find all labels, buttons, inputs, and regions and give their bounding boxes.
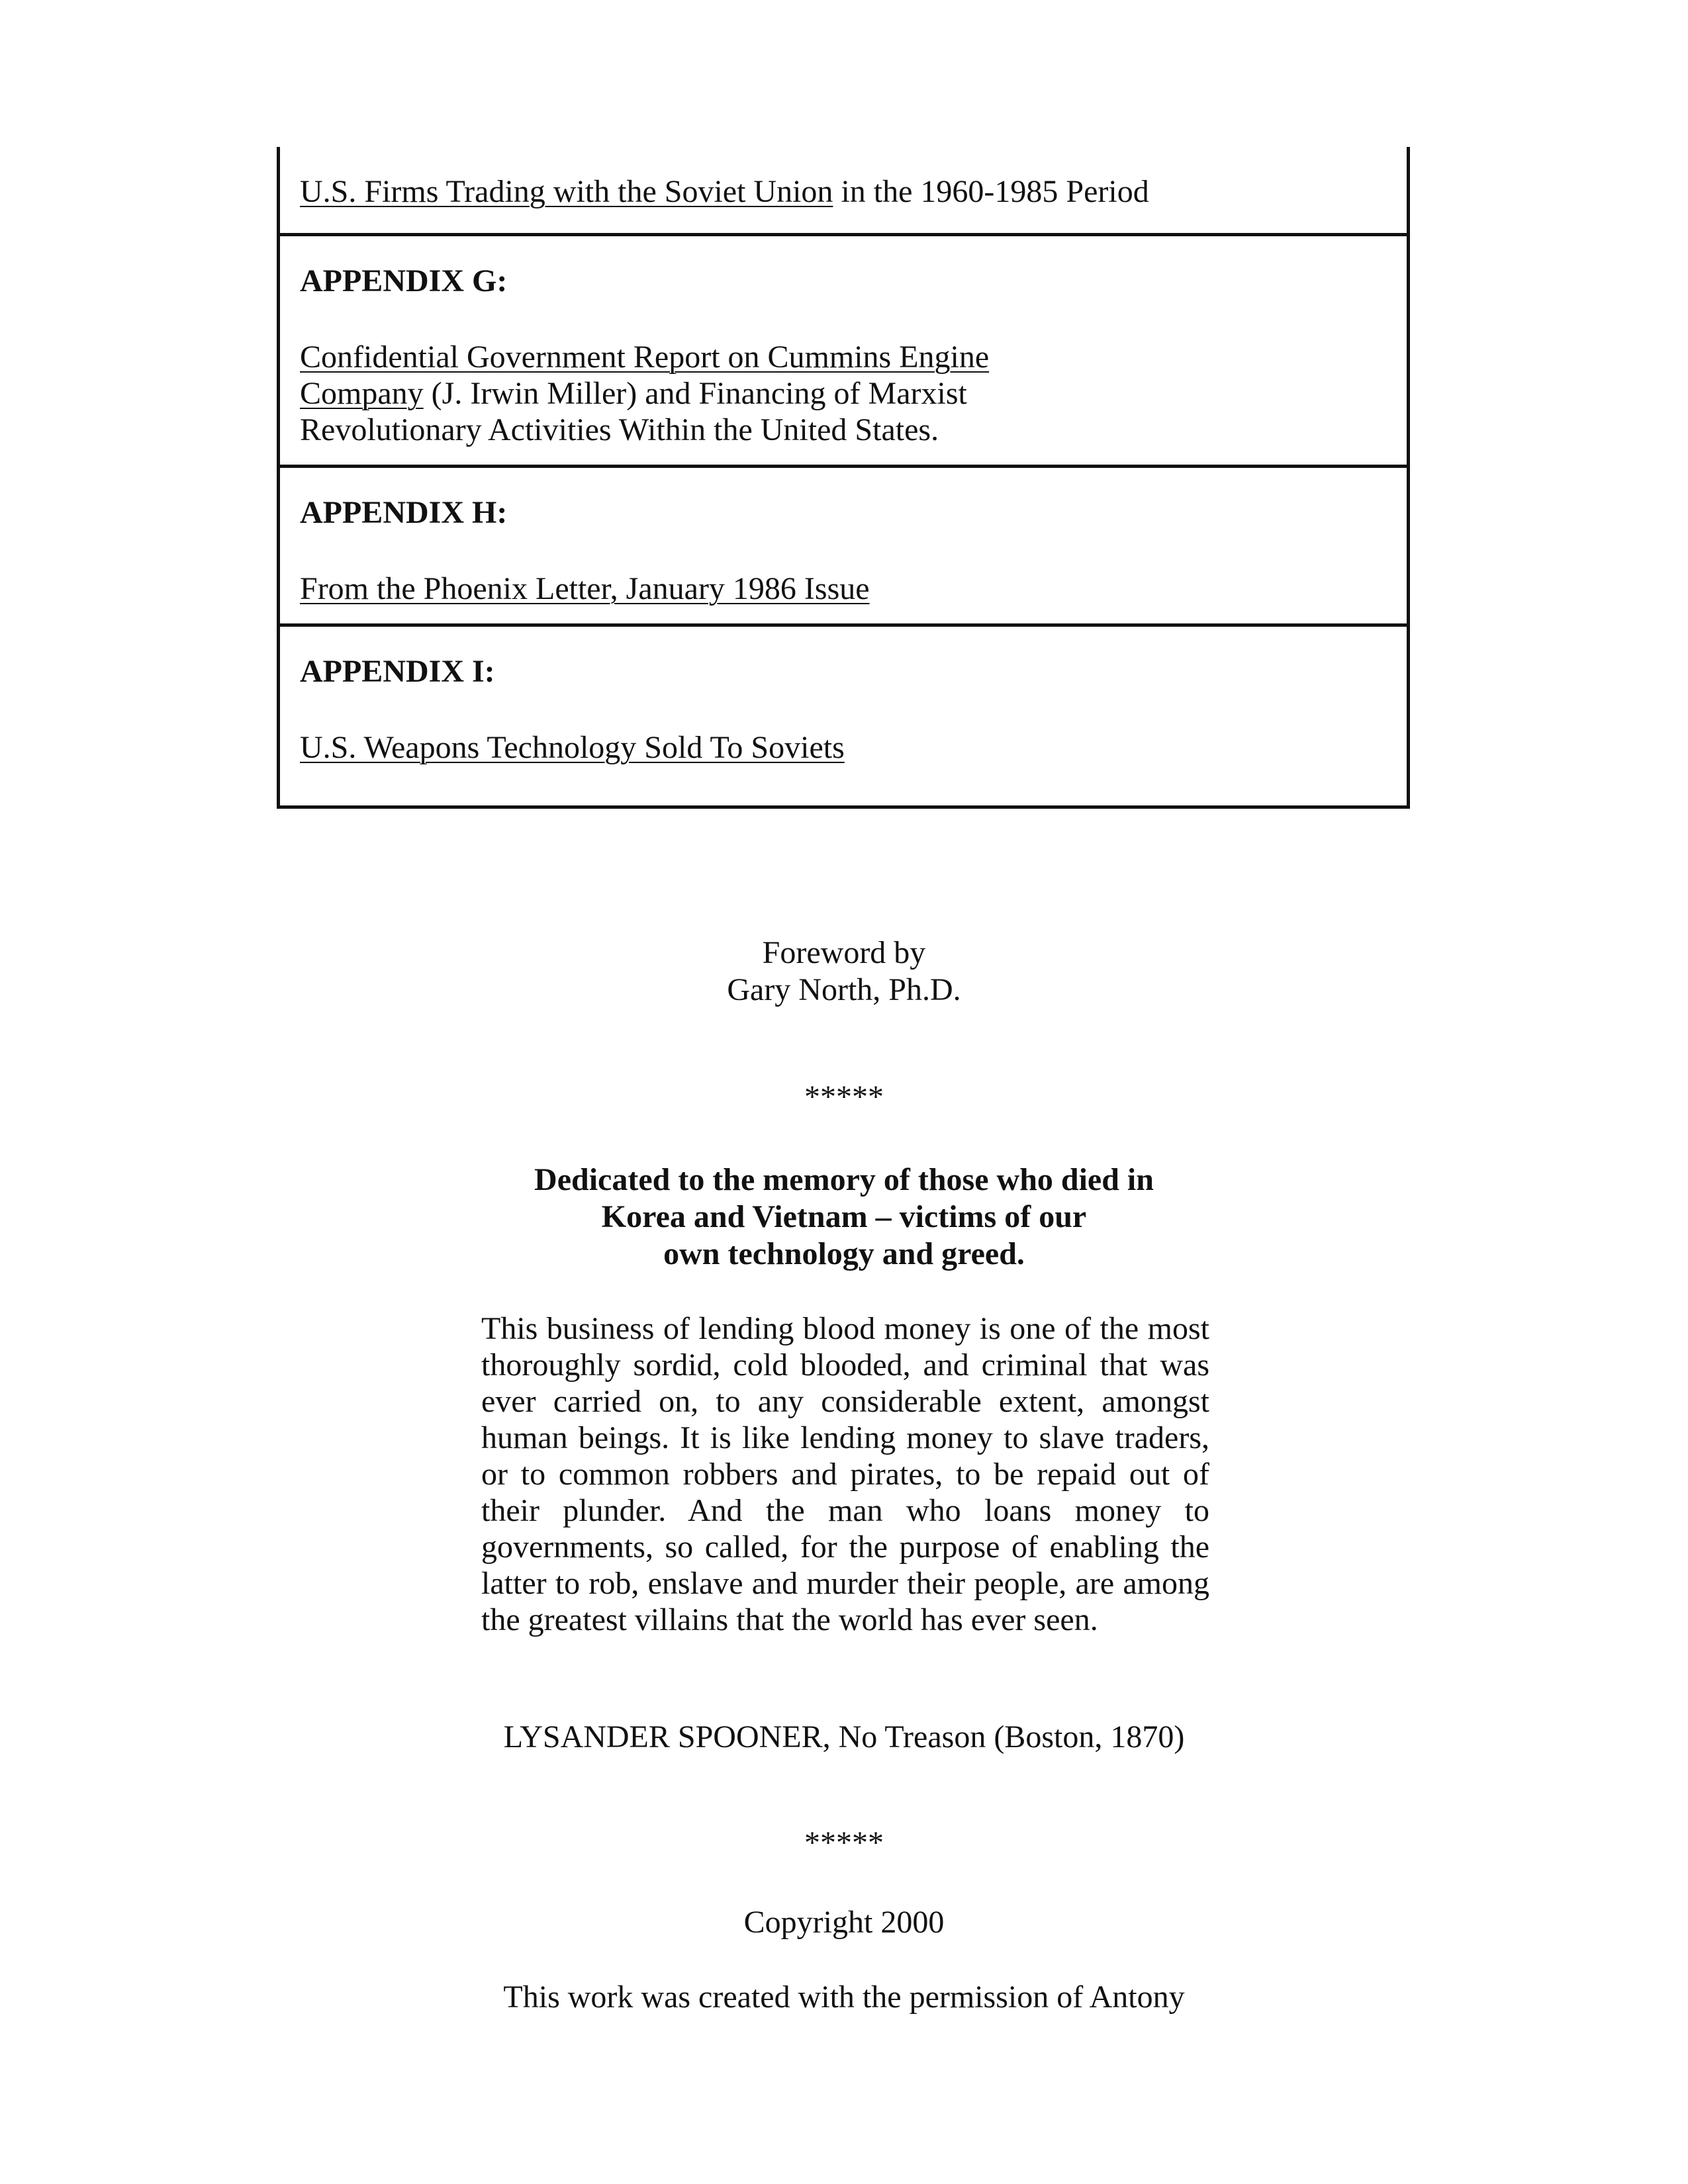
appendix-f-continued-row bbox=[280, 147, 1407, 233]
section-separator-1: ***** bbox=[804, 1079, 884, 1115]
appendix-h-link[interactable]: From the Phoenix Letter, January 1986 Issue bbox=[300, 571, 870, 606]
appendix-f-rest: in the 1960-1985 Period bbox=[833, 174, 1149, 209]
section-separator-2: ***** bbox=[804, 1825, 884, 1860]
copyright-notice: Copyright 2000 bbox=[743, 1905, 945, 1940]
appendix-f-link[interactable]: U.S. Firms Trading with the Soviet Union bbox=[300, 174, 833, 209]
appendix-h-heading: APPENDIX H: bbox=[300, 495, 508, 530]
appendix-g-row bbox=[280, 233, 1407, 465]
appendix-g-line3: Revolutionary Activities Within the United States. bbox=[300, 412, 939, 447]
appendix-g-link-line1[interactable]: Confidential Government Report on Cummins Engine bbox=[300, 340, 990, 375]
appendix-i-link[interactable]: U.S. Weapons Technology Sold To Soviets bbox=[300, 730, 845, 765]
appendix-h-text bbox=[300, 570, 1387, 607]
foreword-credit bbox=[0, 934, 1688, 1009]
appendix-g-link-line2[interactable]: Company bbox=[300, 376, 424, 411]
appendix-i-heading: APPENDIX I: bbox=[300, 654, 495, 689]
dedication-line2: Korea and Vietnam – victims of our bbox=[601, 1199, 1087, 1234]
appendix-g-text bbox=[300, 339, 1387, 448]
foreword-author: Gary North, Ph.D. bbox=[727, 972, 961, 1007]
appendix-i-row bbox=[280, 623, 1407, 805]
foreword-line1: Foreword by bbox=[762, 935, 926, 970]
dedication-line1: Dedicated to the memory of those who died in bbox=[534, 1162, 1154, 1197]
appendix-i-text bbox=[300, 729, 1387, 766]
appendix-g-heading: APPENDIX G: bbox=[300, 263, 508, 298]
dedication-line3: own technology and greed. bbox=[663, 1236, 1025, 1271]
appendix-table bbox=[277, 147, 1410, 809]
epigraph-quote: This business of lending blood money is one of the most thoroughly sordid, cold blooded, and criminal that was ever carried on, to any considerable extent, amongst human beings. It is like lending money to slave traders, or to common robbers and pirates, to be repaid out of their plunder. And the man who loans money to governments, so called, for the purpose of enabling the latter to rob, enslave and murder their people, are among the greatest villains that the world has ever seen. bbox=[481, 1311, 1209, 1637]
permission-notice: This work was created with the permission of Antony bbox=[503, 1979, 1185, 2015]
appendix-g-rest-line2: (J. Irwin Miller) and Financing of Marxist bbox=[423, 376, 967, 411]
quote-attribution: LYSANDER SPOONER, No Treason (Boston, 1870) bbox=[503, 1719, 1185, 1754]
dedication bbox=[0, 1161, 1688, 1273]
appendix-h-row bbox=[280, 465, 1407, 623]
appendix-f-text bbox=[300, 173, 1387, 210]
